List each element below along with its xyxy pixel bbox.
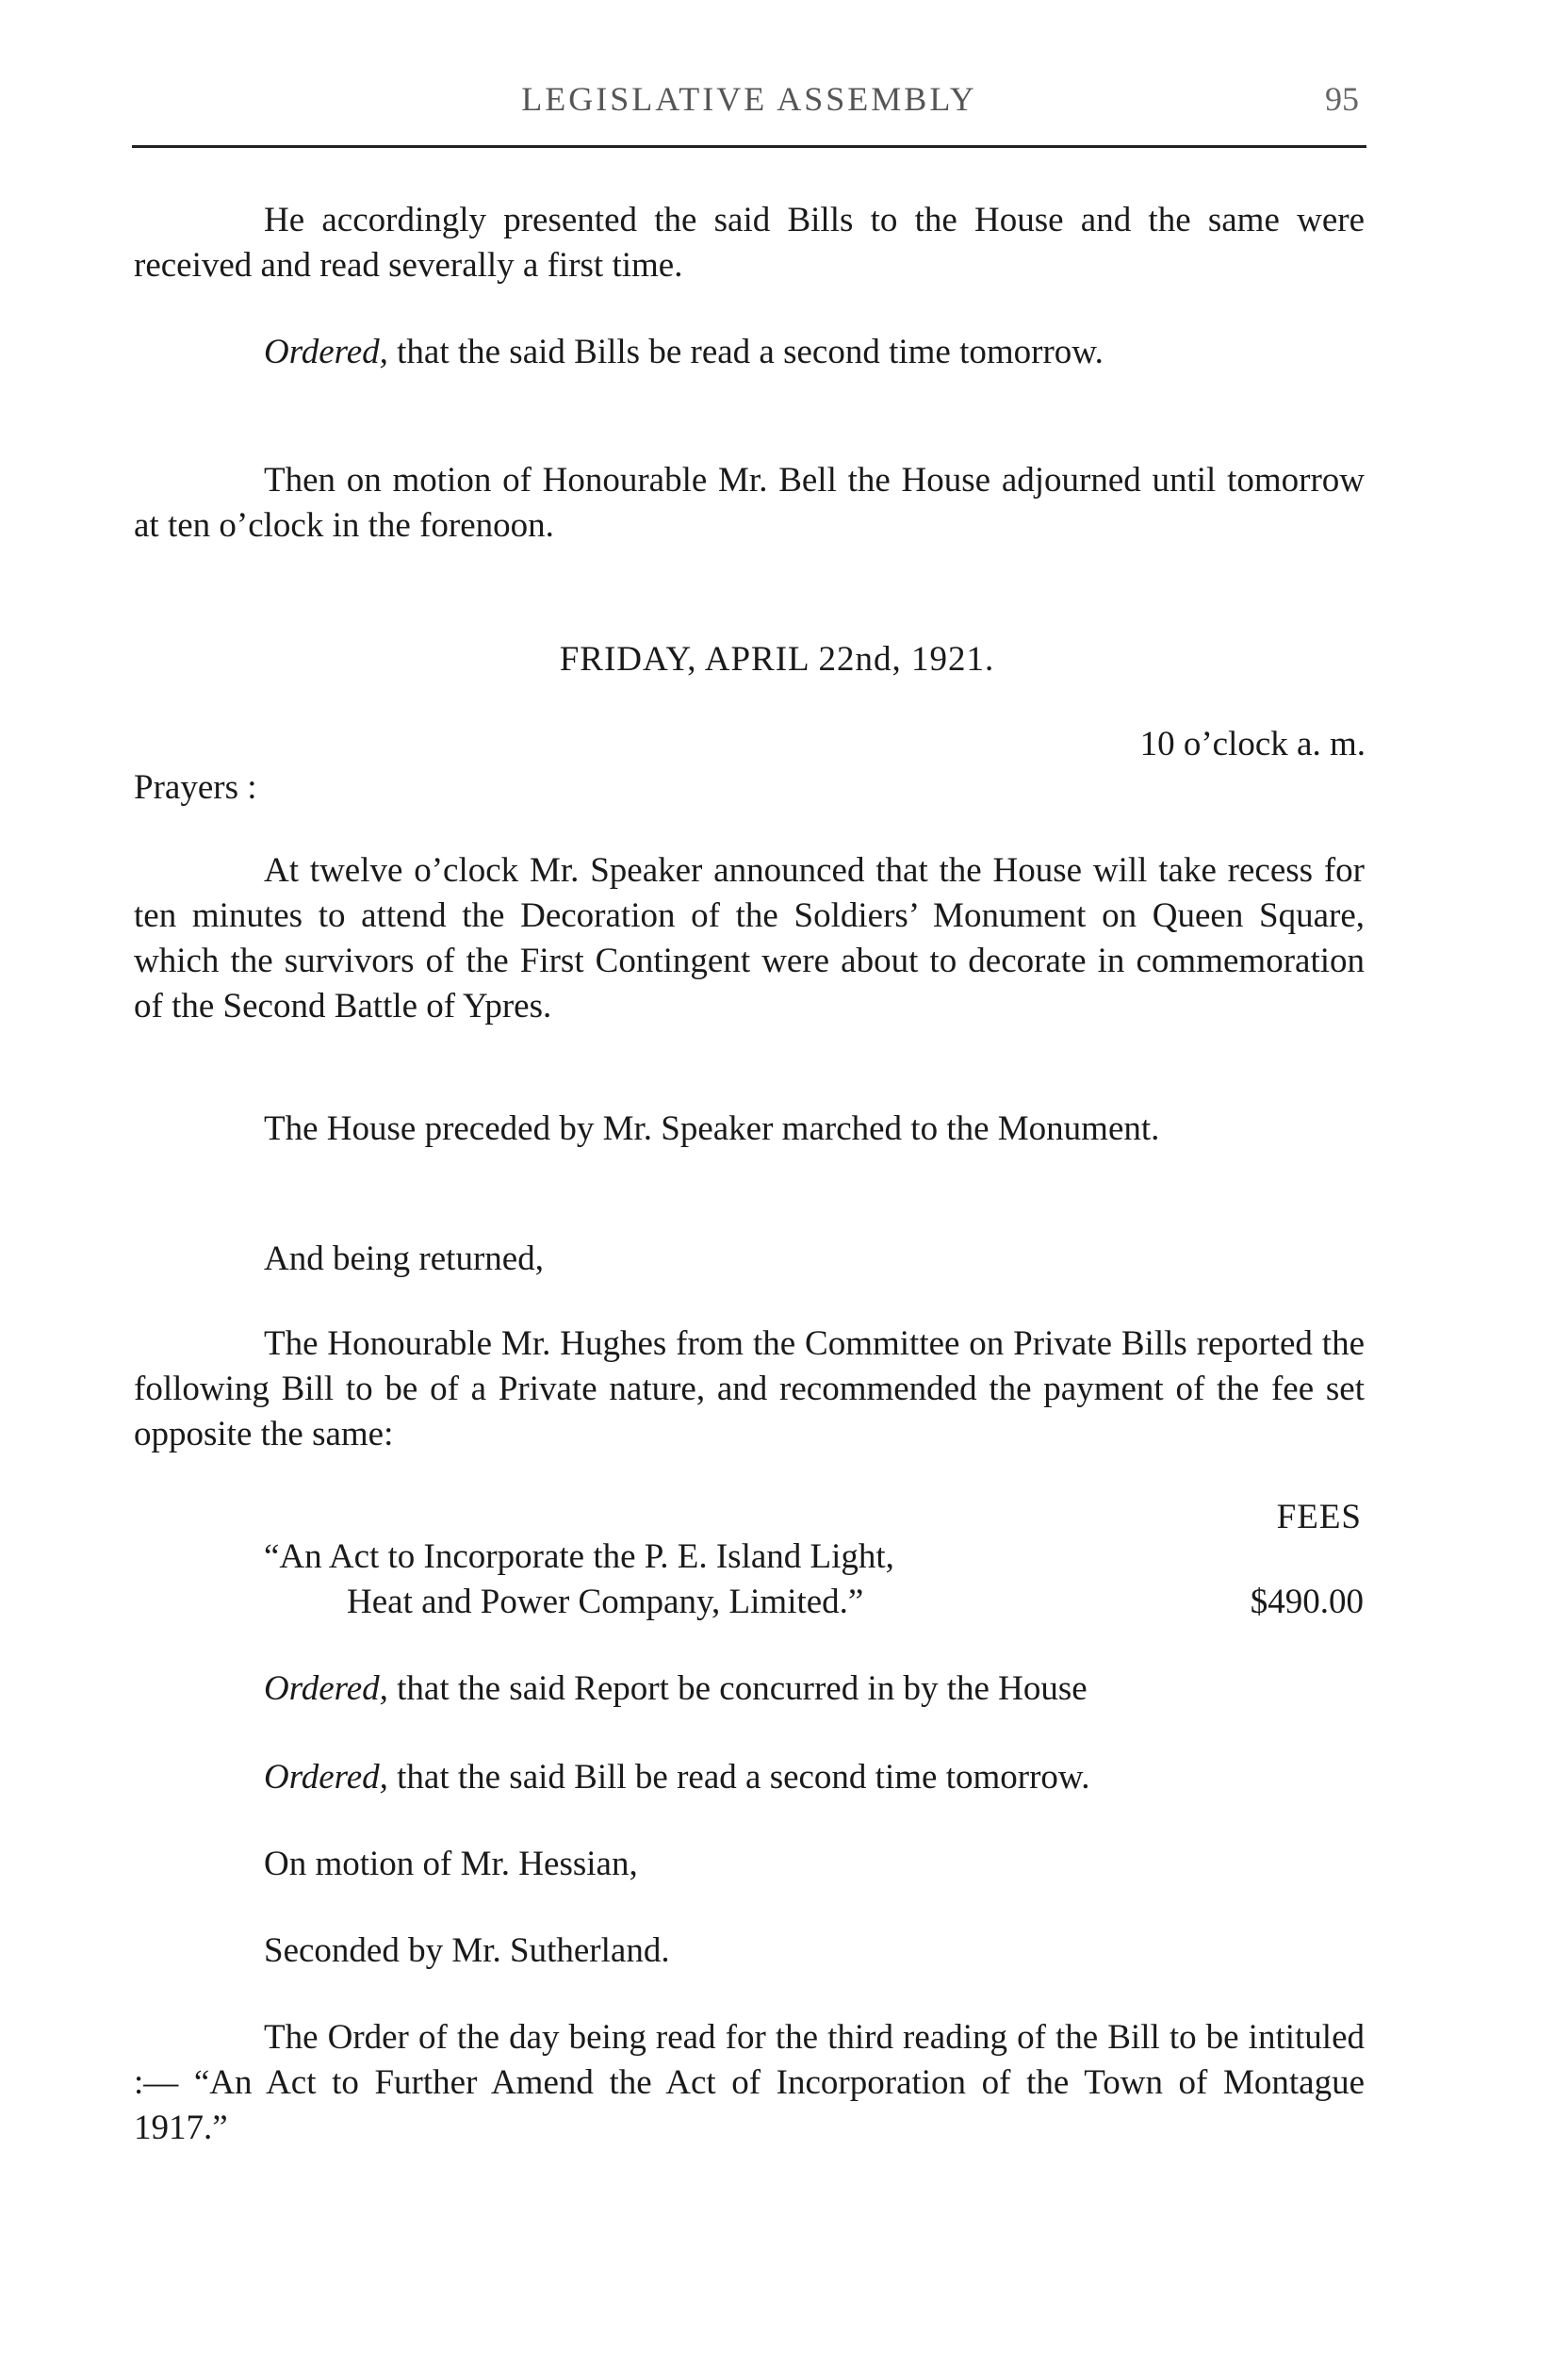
paragraph-bills-presented: He accordingly presented the said Bills to the House and the same were received and read severally a first time. — [134, 201, 1365, 285]
ordered-label: Ordered, — [264, 333, 388, 371]
session-time: 10 o’clock a. m. — [1139, 725, 1366, 763]
ordered-text: that the said Bills be read a second time tomorrow. — [387, 333, 1104, 371]
fees-column-header: FEES — [1276, 1498, 1362, 1536]
page-header — [132, 74, 1366, 130]
fee-amount: $490.00 — [1250, 1583, 1364, 1621]
seconded-line: Seconded by Mr. Sutherland. — [264, 1931, 670, 1970]
act-title-line-1: “An Act to Incorporate the P. E. Island Light, — [264, 1537, 894, 1576]
motion-line: On motion of Mr. Hessian, — [264, 1845, 638, 1883]
paragraph-committee-report: The Honourable Mr. Hughes from the Committee on Private Bills reported the following Bill to be of a Private nature, and recommended the payment of the fee set opposite the same: — [134, 1324, 1365, 1453]
paragraph-recess-announcement: At twelve o’clock Mr. Speaker announced that the House will take recess for ten minutes to attend the Decoration of the Soldiers’ Monument on Queen Square, which the survivors of the First Contingent were about to decorate in commemoration of the Second Battle of Ypres. — [134, 851, 1365, 1026]
ordered-text: that the said Bill be read a second time tomorrow. — [387, 1758, 1090, 1797]
session-date-heading: FRIDAY, APRIL 22nd, 1921. — [559, 640, 995, 679]
act-title-line-2: Heat and Power Company, Limited.” — [347, 1583, 864, 1621]
paragraph-adjournment: Then on motion of Honourable Mr. Bell the House adjourned until tomorrow at ten o’clock in the forenoon. — [134, 461, 1365, 545]
prayers-label: Prayers : — [134, 768, 257, 807]
ordered-text: that the said Report be concurred in by the House — [387, 1669, 1088, 1708]
paragraph-march-to-monument: The House preceded by Mr. Speaker marched to the Monument. — [264, 1109, 1160, 1148]
header-rule — [132, 145, 1366, 148]
paragraph-third-reading: The Order of the day being read for the third reading of the Bill to be intituled :— “An Act to Further Amend the Act of Incorporation of the Town of Montague 1917.” — [134, 2018, 1365, 2147]
ordered-label: Ordered, — [264, 1669, 388, 1708]
paragraph-ordered-second-reading — [134, 330, 1365, 375]
running-title: LEGISLATIVE ASSEMBLY — [521, 80, 977, 118]
order-report-concurred — [264, 1668, 1088, 1709]
ordered-label: Ordered, — [264, 1758, 388, 1797]
paragraph-being-returned: And being returned, — [264, 1239, 544, 1278]
order-bill-second-reading — [264, 1757, 1089, 1797]
page-number: 95 — [1325, 80, 1359, 118]
